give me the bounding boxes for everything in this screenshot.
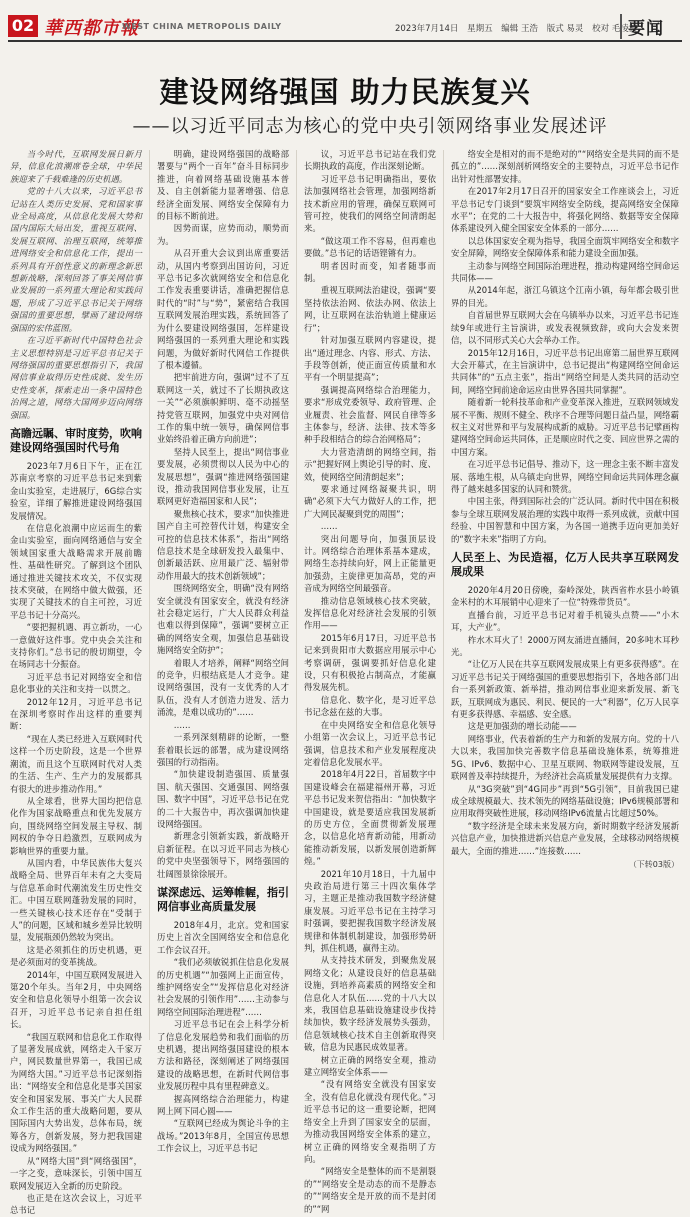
body-paragraph: 因势而谋，应势而动，顺势而为。 xyxy=(157,223,289,246)
body-paragraph: 明者因时而变，知者随事而制。 xyxy=(304,260,436,284)
body-paragraph: “让亿万人民在共享互联网发展成果上有更多获得感”。在习近平总书记关于网络强国的重要思想指引下，各地各部门出台一系列新政策、新举措，推动网信事业迎来新发展、新飞跃，互联网成为惠民、利民、便民的一大“利器”，亿万人民享有更多获得感、幸福感、安全感。 xyxy=(451,659,679,720)
body-paragraph: …… xyxy=(173,719,191,730)
body-paragraph: 从全球看，世界大国均把信息化作为国家战略重点和优先发展方向，围绕网络空间发展主导权、制网权的争夺日趋激烈，互联网成为影响世界的重要力量。 xyxy=(10,795,142,856)
body-paragraph: 从“3G突破”到“4G同步”再到“5G引领”，目前我国已建成全球规模最大、技术领先的网络基础设施；IPv6规模部署和应用取得突破性进展，移动网络IPv6流量占比超过50%。 xyxy=(451,783,679,819)
body-paragraph: 2021年10月18日，十九届中央政治局进行第三十四次集体学习，主题正是推动我国数字经济健康发展。习近平总书记在主持学习时强调，要把握我国数字经济发展规律和体制机制建设，加强形势研判，抓住机遇，赢得主动。 xyxy=(304,868,436,953)
body-paragraph: 要求通过网络凝聚共识，明确“必须下大气力做好人的工作，把广大网民凝聚到党的周围”； xyxy=(304,483,436,519)
newspaper-logo: 華西都市報 xyxy=(44,18,139,39)
body-paragraph: 2012年12月，习近平总书记在深圳考察时作出这样的重要判断： xyxy=(10,696,142,732)
body-paragraph: 从支持技术研发，到聚焦发展网络文化；从建设良好的信息基础设施，到培养高素质的网络安全和信息化人才队伍……党的十八大以来，我国信息基础设施建设步伐持续加快，数字经济发展势头强劲，信息领域核心技术自主创新取得突破，信息为民惠民成效显著。 xyxy=(304,955,436,1053)
body-paragraph: 信息化、数字化，是习近平总书记念兹在兹的大事。 xyxy=(304,694,436,718)
body-paragraph: 着眼人才培养，阐释“网络空间的竞争，归根结底是人才竞争。建设网络强国，没有一支优秀的人才队伍，没有人才创造力迸发、活力涌流，是难以成功的”…… xyxy=(157,657,289,718)
body-paragraph: 树立正确的网络安全观，推动建立网络安全体系—— xyxy=(304,1054,436,1078)
lead-paragraph: 在习近平新时代中国特色社会主义思想特别是习近平总书记关于网络强国的重要思想指引下，我国网信事业取得历史性成就、发生历史性变革，探索走出一条中国特色治网之道，网络大国网步迈向网络强国。 xyxy=(10,335,142,420)
body-paragraph: 习近平总书记明确指出，要依法加强网络社会管理，加强网络新技术新应用的管理，确保互联网可管可控，使我们的网络空间清朗起来。 xyxy=(304,173,436,234)
body-paragraph: 络安全是相对的而不是绝对的”“网络安全是共同的而不是孤立的”……深刻剖析网络安全的主要特点，习近平总书记作出针对性部署安排。 xyxy=(451,149,679,184)
body-paragraph: 主动参与网络空间国际治理进程，推动构建网络空间命运共同体—— xyxy=(451,260,679,284)
body-paragraph: 2020年4月20日傍晚，秦岭深处，陕西省柞水县小岭镇金米村的木耳展销中心迎来了一位“特殊带货员”。 xyxy=(451,585,679,608)
masthead-divider xyxy=(8,40,682,42)
body-paragraph: 直播台前，习近平总书记对着手机镜头点赞——“小木耳，大产业”。 xyxy=(451,609,679,633)
body-paragraph: 一系列深刻精辟的论断，一整套着眼长远的部署，成为建设网络强国的行动指南。 xyxy=(157,732,289,767)
masthead xyxy=(0,0,690,42)
body-paragraph: 推动信息领域核心技术突破，发挥信息化对经济社会发展的引领作用—— xyxy=(304,595,436,631)
body-paragraph: 从2014年起，浙江乌镇这个江南小镇，每年都会吸引世界的目光。 xyxy=(451,285,679,308)
lead-paragraph: 党的十八大以来，习近平总书记站在人类历史发展、党和国家事业全局高度，从信息化发展大势和国内国际大局出发，重视互联网、发展互联网、治理互联网，统筹推进网络安全和信息化工作，提出一系列具有开创性意义的新理念新思想新战略，深刻回答了事关网信事业发展的一系列重大理论和实践问题，形成了习近平总书记关于网络强国的重要思想，擘画了建设网络强国的宏伟蓝图。 xyxy=(10,186,142,333)
body-paragraph: 也正是在这次会议上，习近平总书记 xyxy=(10,1192,142,1216)
page-number: 02 xyxy=(8,15,38,37)
body-paragraph: “数字经济是全球未来发展方向，新时期数字经济发展新兴信息产业，加快推进新兴信息产业发展，全球移动网络规模最大，全面的推进……”连接数…… xyxy=(451,820,679,856)
body-paragraph: 自首届世界互联网大会在乌镇举办以来，习近平总书记连续9年或进行主旨演讲，或发表视频致辞，或向大会发来贺信，以不同形式关心大会举办工作。 xyxy=(451,310,679,346)
body-paragraph: 握高网络综合治理能力，构建网上网下同心圆—— xyxy=(157,1093,289,1117)
body-paragraph: 在中央网络安全和信息化领导小组第一次会议上，习近平总书记强调，信息技术和产业发展程度决定着信息化发展水平。 xyxy=(304,719,436,767)
body-paragraph: 突出问题导向，加强顶层设计。网络综合治理体系基本建成，网络生态持续向好，网上正能量更加强劲，主旋律更加高昂，党的声音成为网络空间最强音。 xyxy=(304,533,436,594)
lead-paragraph: 当今时代，互联网发展日新月异，信息化浪潮席卷全球，中华民族迎来了千载难逢的历史机遇。 xyxy=(10,149,142,184)
section-subheading: 谋深虑远、运筹帷幄，指引网信事业高质量发展 xyxy=(157,885,289,913)
article-headline: 建设网络强国 助力民族复兴 xyxy=(159,75,531,109)
body-paragraph: 随着新一轮科技革命和产业变革深入推进，互联网领域发展不平衡、规则不健全、秩序不合理等问题日益凸显，网络霸权主义对世界和平与发展构成新的威胁。习近平总书记擘画构建网络空间命运共同体，正是顺应时代之变、回应世界之需的中国方案。 xyxy=(451,397,679,457)
body-paragraph: 2018年4月22日，首届数字中国建设峰会在福建福州开幕，习近平总书记发来贺信指出：“加快数字中国建设，就是要适应我国发展新的历史方位，全面贯彻新发展理念，以信息化培育新动能，用新动能推动新发展，以新发展创造新辉煌。” xyxy=(304,769,436,867)
body-paragraph: “加快建设制造强国、质量强国、航天强国、交通强国、网络强国、数字中国”，习近平总书记在党的二十大报告中，再次强调加快建设网络强国。 xyxy=(157,769,289,829)
issue-meta xyxy=(395,22,643,34)
body-paragraph: 在习近平总书记倡导、推动下，这一理念主张不断丰富发展、落地生根，从乌镇走向世界，网络空间命运共同体理念赢得了越来越多国家的认同和赞赏。 xyxy=(451,459,679,494)
column-divider xyxy=(296,150,297,1040)
body-paragraph: “没有网络安全就没有国家安全，没有信息化就没有现代化。”习近平总书记的这一重要论断，把网络安全上升到了国家安全的层面，为推动我国网络安全体系的建立，树立正确的网络安全观指明了方向。 xyxy=(304,1079,436,1164)
body-paragraph: 在信息化浪潮中应运而生的紫金山实验室，面向网络通信与安全领域国家重大战略需求开展前瞻性、基础性研究。了解到这个团队通过推进关键技术攻关，不仅实现技术突破，在网络中做大做强，还实现了关键技术的自主可控，习近平总书记十分高兴。 xyxy=(10,522,142,620)
article-column-4 xyxy=(451,148,679,1046)
continued-note: （下转03版） xyxy=(628,859,679,869)
body-paragraph: 明确，建设网络强国的战略部署要与“两个一百年”奋斗目标同步推进，向着网络基础设施基本普及、自主创新能力显著增强、信息经济全面发展、网络安全保障有力的目标不断前进。 xyxy=(157,149,289,222)
body-paragraph: 强调提高网络综合治理能力，要求“形成党委领导、政府管理、企业履责、社会监督、网民自律等多主体参与，经济、法律、技术等多种手段相结合的综合治网格局”； xyxy=(304,384,436,445)
section-subheading: 人民至上、为民造福，亿万人民共享互联网发展成果 xyxy=(451,551,679,578)
body-paragraph: 2023年7月6日下午，正在江苏南京考察的习近平总书记来到紫金山实验室，走进展厅，6G综合实验室，详细了解推进建设网络强国发展情况。 xyxy=(10,460,142,521)
body-paragraph: “做这项工作不容易，但再难也要做。”总书记的话语铿锵有力。 xyxy=(304,235,436,259)
newspaper-name-en: WEST CHINA METROPOLIS DAILY xyxy=(122,22,282,31)
body-paragraph: 2014年，中国互联网发展进入第20个年头。当年2月，中央网络安全和信息化领导小组第一次会议召开，习近平总书记亲自担任组长。 xyxy=(10,969,142,1030)
body-paragraph: 2015年12月16日，习近平总书记出席第二届世界互联网大会开幕式，在主旨演讲中，总书记提出“构建网络空间命运共同体”的“五点主张”，指出“网络空间是人类共同的活动空间，网络空间前途命运应由世界各国共同掌握”。 xyxy=(451,347,679,395)
article-column-1 xyxy=(10,148,142,1216)
body-paragraph: 针对加强互联网内容建设，提出“通过理念、内容、形式、方法、手段等创新，使正面宣传质量和水平有一个明显提高”； xyxy=(304,335,436,383)
body-paragraph: 坚持人民至上，提出“网信事业要发展，必须贯彻以人民为中心的发展思想”，强调“推进网络强国建设，推动我国网信事业发展，让互联网更好造福国家和人民”； xyxy=(157,446,289,507)
body-paragraph: 柞水木耳火了！2000万网友涌进直播间，20多吨木耳秒光。 xyxy=(451,634,679,658)
section-subheading: 高瞻远瞩、审时度势，吹响建设网络强国时代号角 xyxy=(10,426,142,454)
body-paragraph: 中国主张，得到国际社会的广泛认同。新时代中国在积极参与全球互联网发展治理的实践中取得一系列成就，贡献中国经验、中国智慧和中国方案，为各国一道携手迈向更加美好的“数字未来”指明了方向。 xyxy=(451,496,679,544)
body-paragraph: 习近平总书记在会上科学分析了信息化发展趋势和我们面临的历史机遇，提出网络强国建设的根本方法和路径，深刻阐述了网络强国建设的战略思想，在新时代网信事业发展历程中具有里程碑意义。 xyxy=(157,1019,289,1092)
body-paragraph: 把牢前进方向，强调“过不了互联网这一关，就过不了长期执政这一关”“必须旗帜鲜明、毫不动摇坚持党管互联网，加强党中央对网信工作的集中统一领导，确保网信事业始终沿着正确方向前进”； xyxy=(157,372,289,445)
body-paragraph: 2015年6月17日，习近平总书记来到贵阳市大数据应用展示中心考察调研，强调要抓好信息化建设，只有积极抢占制高点，才能赢得发展先机。 xyxy=(304,632,436,693)
section-label: 要闻 xyxy=(620,14,664,39)
body-paragraph: 这是更加强劲的增长动能—— xyxy=(467,721,577,732)
body-paragraph: 这是必须抓住的历史机遇，更是必须面对的变革挑战。 xyxy=(10,944,142,968)
article-column-3 xyxy=(304,148,436,1214)
body-paragraph: “我国互联网和信息化工作取得了显著发展成就，网络走入千家万户，网民数量世界第一，我国已成为网络大国。”习近平总书记深刻指出：“网络安全和信息化是事关国家安全和国家发展、事关广大人民群众工作生活的重大战略问题，要从国际国内大势出发，总体布局，统筹各方，创新发展，努力把我国建设成为网络强国。” xyxy=(10,1031,142,1154)
body-paragraph: “现在人类已经进入互联网时代这样一个历史阶段，这是一个世界潮流，而且这个互联网时代对人类的生活、生产、生产力的发展都具有很大的进步推动作用。” xyxy=(10,733,142,794)
body-paragraph: “我们必须敏锐抓住信息化发展的历史机遇”“加强网上正面宣传，维护网络安全”“发挥信息化对经济社会发展的引领作用”……主动参与网络空间国际治理进程”…… xyxy=(157,957,289,1017)
body-paragraph: 新理念引领新实践，新战略开启新征程。在以习近平同志为核心的党中央坚强领导下，网络强国的壮阔图景徐徐展开。 xyxy=(157,831,289,879)
article-subheadline: ——以习近平同志为核心的党中央引领网络事业发展述评 xyxy=(132,116,608,137)
editor-credit: 编辑 王浩 xyxy=(501,24,538,34)
body-paragraph: 在2017年2月17日召开的国家安全工作座谈会上，习近平总书记专门谈到“要筑牢网络安全防线，提高网络安全保障水平”；在党的二十大报告中，将强化网络、数据等安全保障体系建设列入健全国家安全体系的一部分…… xyxy=(451,186,679,234)
body-paragraph: “网络安全是整体的而不是割裂的”“网络安全是动态的而不是静态的”“网络安全是开放的而不是封闭的”“网 xyxy=(304,1166,436,1214)
column-divider xyxy=(443,150,444,1040)
body-paragraph: 聚焦核心技术，要求“加快推进国产自主可控替代计划，构建安全可控的信息技术体系”，指出“网络信息技术是全球研发投入最集中、创新最活跃、应用最广泛、辐射带动作用最大的技术创新领域”； xyxy=(157,508,289,581)
body-paragraph: 议，习近平总书记站在我们党长期执政的高度，作出深刻论断。 xyxy=(304,149,436,172)
issue-date: 2023年7月14日 xyxy=(395,24,459,34)
body-paragraph: “互联网已经成为舆论斗争的主战场。”2013年8月，全国宣传思想工作会议上，习近平总书记 xyxy=(157,1118,289,1154)
body-paragraph: …… xyxy=(320,521,338,532)
body-paragraph: 从召开重大会议到出席重要活动，从国内考察到出国访问，习近平总书记多次就网络安全和信息化工作发表重要讲话，准确把握信息时代的“时”与“势”，紧密结合我国互联网发展治理实践，系统回答了为什么要建设网络强国，怎样建设网络强国的一系列重大理论和实践问题，为做好新时代网信工作提供了根本遵循。 xyxy=(157,248,289,370)
body-paragraph: 习近平总书记对网络安全和信息化事业的关注和支持一以贯之。 xyxy=(10,671,142,695)
proof-credit: 校对 毛凌波 xyxy=(592,24,638,34)
body-paragraph: 网络事业，代表着新的生产力和新的发展方向。党的十八大以来，我国加快完善数字信息基础设施体系，统筹推进5G、IPv6、数据中心、卫星互联网、物联网等建设发展，互联网普及率持续提升，为经济社会高质量发展提供有力支撑。 xyxy=(451,733,679,782)
body-paragraph: “要把握机遇、再立新功，一心一意做好这件事。党中央会关注和支持你们。”总书记的殷切期望，令在场同志十分振奋。 xyxy=(10,622,142,670)
body-paragraph: 以总体国家安全观为指导，我国全面筑牢网络安全和数字安全屏障，网络安全保障体系和能力建设全面加强。 xyxy=(451,235,679,259)
issue-weekday: 星期五 xyxy=(467,24,493,34)
body-paragraph: 2018年4月，北京。党和国家历史上首次全国网络安全和信息化工作会议召开。 xyxy=(157,919,289,955)
article-column-2 xyxy=(157,148,289,1154)
column-divider xyxy=(149,150,150,1040)
body-paragraph: 从国内看，中华民族伟大复兴战略全局、世界百年未有之大变局与信息革命时代潮流发生历史性交汇。中国互联网蓬勃发展的同时，一些关键核心技术还存在“受制于人”的问题，区域和城乡差异比较明显，发展瓶颈仍然较为突出。 xyxy=(10,857,142,943)
body-paragraph: 大力营造清朗的网络空间，指示“把握好网上舆论引导的时、度、效，使网络空间清朗起来”； xyxy=(304,446,436,482)
body-paragraph: 重视互联网法治建设，强调“要坚持依法治网、依法办网、依法上网，让互联网在法治轨道上健康运行”； xyxy=(304,285,436,333)
body-paragraph: 从“网络大国”到“网络强国”，一字之变，意味深长，引领中国互联网发展迈入全新的历史阶段。 xyxy=(10,1155,142,1191)
body-paragraph: 围绕网络安全，明确“没有网络安全就没有国家安全，就没有经济社会稳定运行，广大人民群众利益也难以得到保障”，强调“要树立正确的网络安全观，加强信息基础设施网络安全防护”； xyxy=(157,583,289,656)
design-credit: 版式 易灵 xyxy=(546,24,584,34)
